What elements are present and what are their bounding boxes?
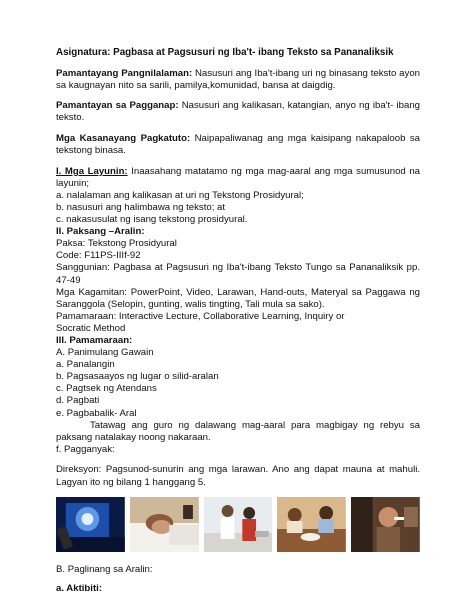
code-line: Code: F11PS-IIIf-92 xyxy=(56,250,141,262)
kagamitan-line: Mga Kagamitan: PowerPoint, Video, Larawan, Hand-outs, Materyal sa Paggawa ng Saranggola (Selopin, gunting, walis tingting, Tali mula sa sako). xyxy=(56,286,420,310)
layunin-item: b. nasusuri ang halimbawa ng teksto; at xyxy=(56,201,226,213)
mga-layunin xyxy=(56,166,420,190)
gawain-item: b. Pagsasaayos ng lugar o silid-aralan xyxy=(56,371,219,383)
pamantayang-pangnilalaman xyxy=(56,68,420,92)
pamamaraan-heading xyxy=(56,335,420,347)
pamantayang-label: Pamantayang Pangnilalaman: xyxy=(56,67,193,79)
direksyon-paragraph: Direksyon: Pagsunod-sunurin ang mga larawan. Ano ang dapat mauna at mahuli. Lagyan ito ng bilang 1 hanggang 5. xyxy=(56,464,420,488)
photo-strip xyxy=(56,497,420,552)
layunin-text: Inaasahang matatamo ng mga mag-aaral ang mga sumusunod na layunin; xyxy=(56,165,420,189)
pamamaraan-line: Pamamaraan: Interactive Lecture, Collaborative Learning, Inquiry or xyxy=(56,310,345,322)
layunin-item: a. nalalaman ang kalikasan at uri ng Tekstong Prosidyural; xyxy=(56,189,304,201)
photo-man-brushing-teeth xyxy=(351,497,420,552)
photo-tv-remote xyxy=(56,497,125,552)
pagkatuto-text: Naipapaliwanag ang mga kaisipang nakapaloob sa tekstong binasa. xyxy=(56,132,420,157)
aktibiti-label: a. Aktibiti: xyxy=(56,582,103,594)
asignatura-title: Asignatura: Pagbasa at Pagsusuri ng Iba't- ibang Teksto sa Pananaliksik xyxy=(56,47,394,58)
layunin-label: I. Mga Layunin: xyxy=(56,165,128,177)
pagganap-label: Pamantayan sa Pagganap: xyxy=(56,100,179,112)
paglinang-line: B. Paglinang sa Aralin: xyxy=(56,563,153,575)
gawain-item: A. Panimulang Gawain xyxy=(56,347,154,359)
photo-sleeping xyxy=(130,497,199,552)
paksang-aralin-heading xyxy=(56,226,420,238)
kasanayang-pagkatuto xyxy=(56,133,420,157)
paksa-line: Paksa: Tekstong Prosidyural xyxy=(56,238,177,250)
gawain-item: e. Pagbabalik- Aral xyxy=(56,407,137,419)
aktibiti-heading xyxy=(56,583,420,595)
gawain-item: d. Pagbati xyxy=(56,395,100,407)
sanggunian-line: Sanggunian: Pagbasa at Pagsusuri ng Iba't-ibang Teksto Tungo sa Pananaliksik pp. 47-49 xyxy=(56,262,420,286)
paksang-label: II. Paksang –Aralin: xyxy=(56,226,145,238)
pamantayang-text: Nasusuri ang Iba't-ibang uri ng binasang teksto ayon sa kaugnayan nito sa sarili, pamilya,komunidad, bansa at daigdig. xyxy=(56,67,420,91)
tatawag-paragraph: Tatawag ang guro ng dalawang mag-aaral para magbigay ng rebyu sa paksang natalakay noong nakaraan. xyxy=(56,419,420,443)
document-content xyxy=(56,47,420,595)
pagkatuto-label: Mga Kasanayang Pagkatuto: xyxy=(56,132,191,144)
pamamaraan-label: III. Pamamaraan: xyxy=(56,334,133,346)
photo-couple-kitchen xyxy=(204,497,273,552)
pamantayan-pagganap xyxy=(56,100,420,124)
photo-family-breakfast xyxy=(277,497,346,552)
pagganap-text: Nasusuri ang kalikasan, katangian, anyo ng iba't- ibang teksto. xyxy=(56,100,420,124)
gawain-item: c. Pagtsek ng Atendans xyxy=(56,383,157,395)
pagganyak-line: f. Pagganyak: xyxy=(56,443,115,455)
layunin-item: c. nakasusulat ng isang tekstong prosidyural. xyxy=(56,214,248,226)
pamamaraan-line-2: Socratic Method xyxy=(56,322,126,334)
gawain-item: a. Panalangin xyxy=(56,359,115,371)
